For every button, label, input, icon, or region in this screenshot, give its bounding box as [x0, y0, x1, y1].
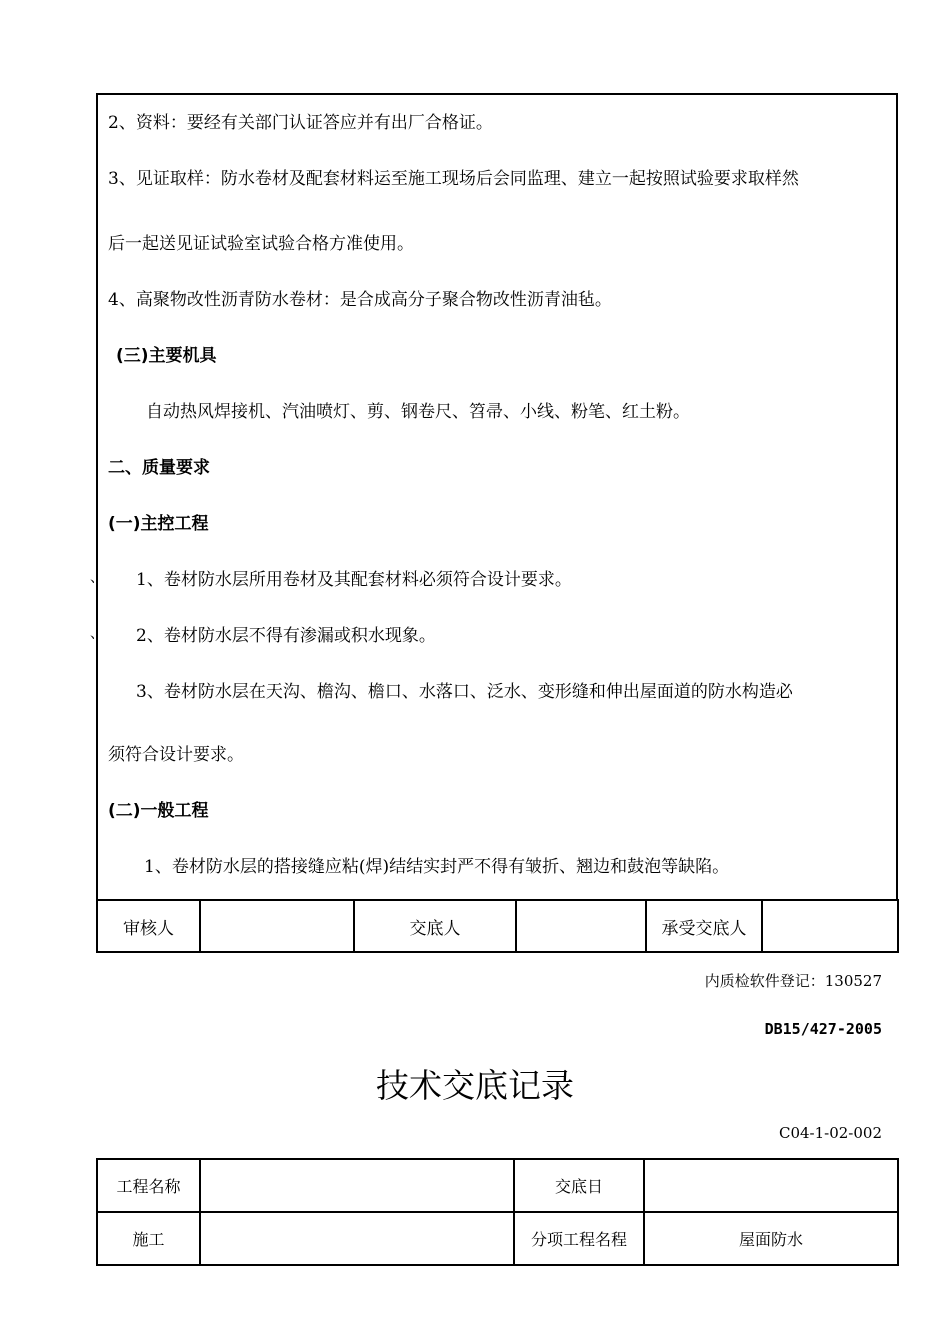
form-code: C04-1-02-002: [778, 1124, 882, 1142]
subitem-name-field[interactable]: 屋面防水: [644, 1212, 898, 1265]
margin-mark: 、: [90, 626, 104, 642]
main-item-3-text-line2: 须符合设计要求。: [108, 745, 244, 765]
main-item-1-text: 1、卷材防水层所用卷材及其配套材料必须符合设计要求。: [136, 570, 572, 590]
subitem-name-label: 分项工程名程: [514, 1212, 644, 1265]
project-name-field[interactable]: [200, 1159, 514, 1212]
section-main-heading: (一)主控工程: [108, 514, 209, 534]
section-tools-heading: (三)主要机具: [116, 346, 217, 366]
signature-table: [96, 899, 899, 953]
presenter-field[interactable]: [516, 900, 646, 952]
section-general-heading: (二)一般工程: [108, 801, 209, 821]
content-box: [96, 93, 898, 900]
presenter-label: 交底人: [354, 900, 516, 952]
item-3-text-line1: 3、见证取样：防水卷材及配套材料运至施工现场后会同监理、建立一起按照试验要求取样然: [108, 169, 799, 189]
item-3-text-line2: 后一起送见证试验室试验合格方准使用。: [108, 234, 414, 254]
date-label: 交底日: [514, 1159, 644, 1212]
item-2-text: 2、资料：要经有关部门认证答应并有出厂合格证。: [108, 113, 493, 133]
document-title: 技术交底记录: [376, 1066, 574, 1105]
construction-field[interactable]: [200, 1212, 514, 1265]
reviewer-label: 审核人: [97, 900, 200, 952]
construction-label: 施工: [97, 1212, 200, 1265]
receiver-label: 承受交底人: [646, 900, 762, 952]
general-item-1-text: 1、卷材防水层的搭接缝应粘(焊)结结实封严不得有皱折、翘边和鼓泡等缺陷。: [144, 857, 730, 877]
reviewer-field[interactable]: [200, 900, 354, 952]
main-item-3-text-line1: 3、卷材防水层在天沟、檐沟、檐口、水落口、泛水、变形缝和伸出屋面道的防水构造必: [136, 682, 793, 702]
standard-code: DB15/427-2005: [764, 1020, 882, 1038]
main-item-2-text: 2、卷材防水层不得有渗漏或积水现象。: [136, 626, 436, 646]
header-info-table: [96, 1158, 899, 1266]
software-registration-note: 内质检软件登记：130527: [704, 972, 882, 990]
date-field[interactable]: [644, 1159, 898, 1212]
tools-list-text: 自动热风焊接机、汽油喷灯、剪、钢卷尺、笤帚、小线、粉笔、红土粉。: [146, 402, 690, 422]
section-quality-heading: 二、质量要求: [108, 458, 210, 478]
project-name-label: 工程名称: [97, 1159, 200, 1212]
margin-mark: 、: [90, 570, 104, 586]
receiver-field[interactable]: [762, 900, 898, 952]
item-4-text: 4、高聚物改性沥青防水卷材：是合成高分子聚合物改性沥青油毡。: [108, 290, 612, 310]
